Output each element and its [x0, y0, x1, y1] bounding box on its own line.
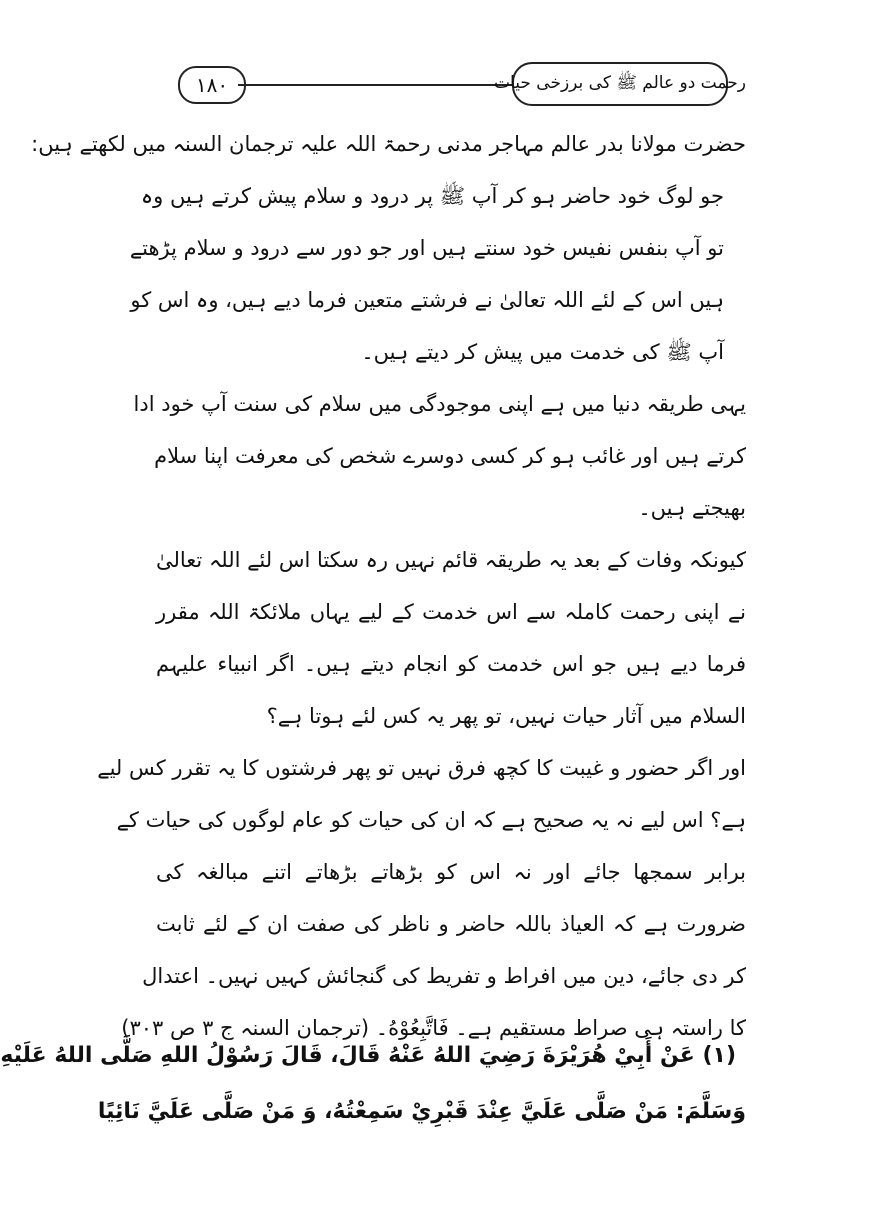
text-line: اور اگر حضور و غیبت کا کچھ فرق نہیں تو پھر فرشتوں کا یہ تقرر کس لیے	[97, 756, 746, 780]
text-line: فرما دیے ہیں جو اس خدمت کو انجام دیتے ہیں۔ اگر انبیاء علیہم	[156, 652, 746, 676]
urdu-body-text	[31, 118, 746, 1054]
text-line: حضرت مولانا بدر عالم مہاجر مدنی رحمۃ اللہ علیہ ترجمان السنہ میں لکھتے ہیں:	[31, 132, 746, 156]
text-line: السلام میں آثار حیات نہیں، تو پھر یہ کس لئے ہوتا ہے؟	[266, 704, 746, 728]
text-line: جو لوگ خود حاضر ہو کر آپ ﷺ پر درود و سلام پیش کرتے ہیں وہ	[140, 184, 724, 208]
text-line: کا راستہ ہی صراط مستقیم ہے۔ فَاتَّبِعُوْهُ۔ (ترجمان السنہ ج ۳ ص ۳۰۳)	[121, 1016, 746, 1040]
text-line: کیونکہ وفات کے بعد یہ طریقہ قائم نہیں رہ سکتا اس لئے اللہ تعالیٰ	[156, 548, 746, 572]
arabic-line: وَسَلَّمَ: مَنْ صَلَّى عَلَيَّ عِنْدَ قَبْرِيْ سَمِعْتُهُ، وَ مَنْ صَلَّى عَلَيَّ نَائِيًا	[97, 1099, 746, 1124]
text-line: کرتے ہیں اور غائب ہو کر کسی دوسرے شخص کی معرفت اپنا سلام	[154, 444, 746, 468]
page-number: ۱۸۰	[178, 66, 246, 104]
running-title: رحمت دو عالم ﷺ کی برزخی حیات	[512, 62, 728, 106]
text-line: ہیں اس کے لئے اللہ تعالیٰ نے فرشتے متعین فرما دیے ہیں، وہ اس کو	[130, 288, 724, 312]
text-line: برابر سمجھا جائے اور نہ اس کو بڑھاتے بڑھاتے اتنے مبالغہ کی	[156, 860, 746, 884]
header-rule	[238, 84, 513, 86]
text-line: ہے؟ اس لیے نہ یہ صحیح ہے کہ ان کی حیات کو عام لوگوں کی حیات کے	[116, 808, 746, 832]
text-line: نے اپنی رحمت کاملہ سے اس خدمت کے لیے یہاں ملائکۃ اللہ مقرر	[156, 600, 746, 624]
text-line: یہی طریقہ دنیا میں ہے اپنی موجودگی میں سلام کی سنت آپ خود ادا	[133, 392, 746, 416]
text-line: آپ ﷺ کی خدمت میں پیش کر دیتے ہیں۔	[361, 340, 724, 364]
arabic-line: (۱) عَنْ أَبِيْ هُرَيْرَةَ رَضِيَ اللهُ عَنْهُ قَالَ، قَالَ رَسُوْلُ اللهِ صَلَّى اللهُ عَلَيْهِ	[0, 1043, 736, 1068]
running-header	[178, 62, 746, 108]
text-line: بھیجتے ہیں۔	[638, 496, 746, 520]
text-line: ضرورت ہے کہ العیاذ باللہ حاضر و ناظر کی صفت ان کے لئے ثابت	[156, 912, 746, 936]
text-line: تو آپ بنفس نفیس خود سنتے ہیں اور جو دور سے درود و سلام پڑھتے	[129, 236, 724, 260]
text-line: کر دی جائے، دین میں افراط و تفریط کی گنجائش کہیں نہیں۔ اعتدال	[142, 964, 746, 988]
